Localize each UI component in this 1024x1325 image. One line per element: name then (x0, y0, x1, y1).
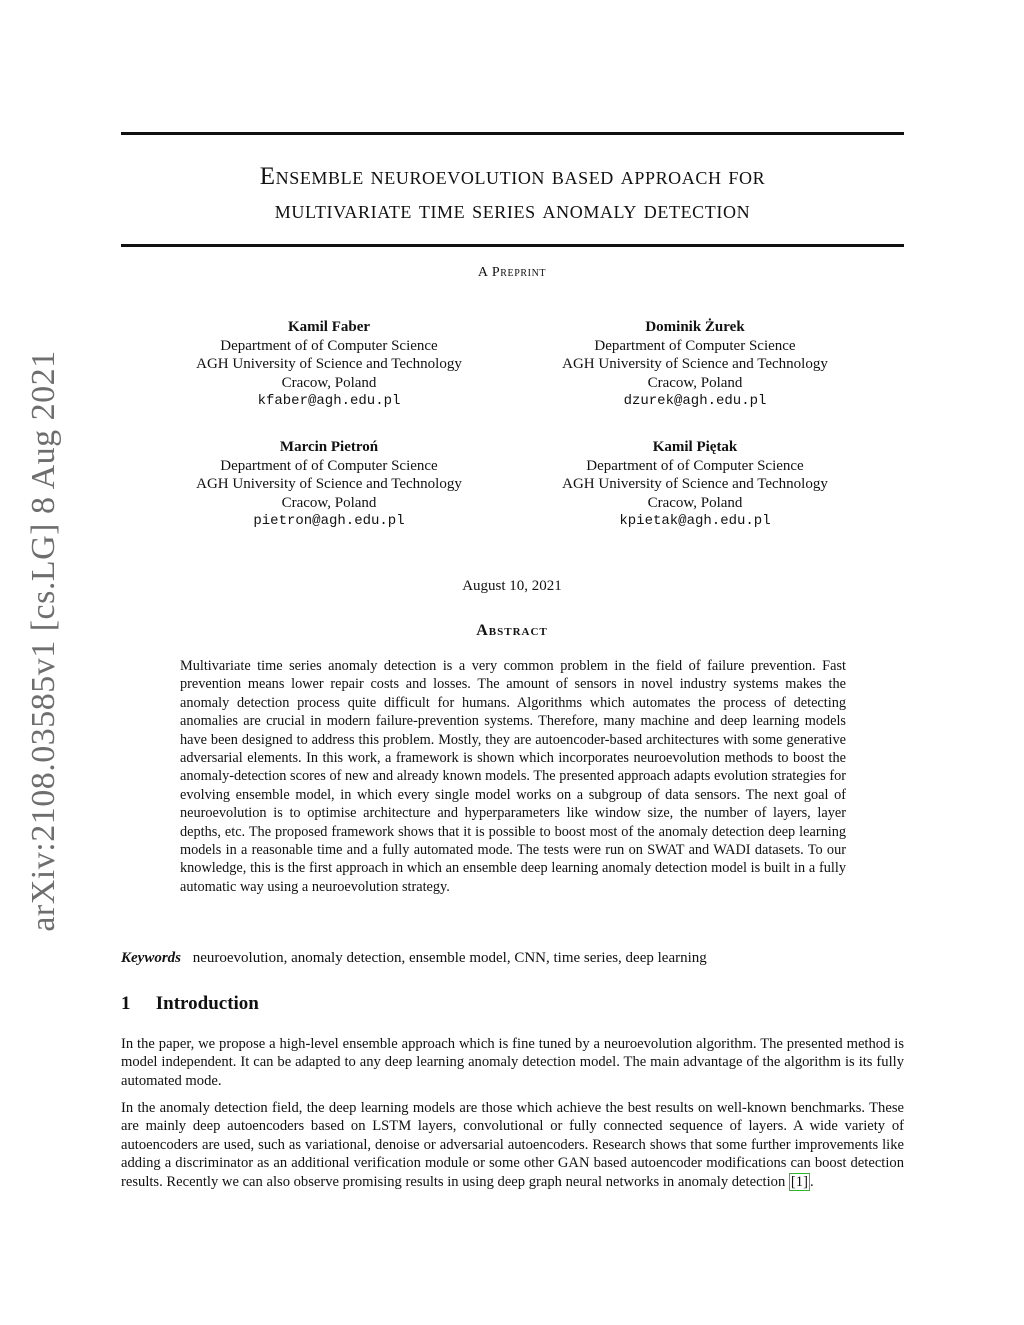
body-paragraph: In the paper, we propose a high-level ensemble approach which is fine tuned by a neuroevolution algorithm. The presented method is model independent. It can be adapted to any deep learning anomaly detection model. The main advantage of the algorithm is its fully automated mode. (121, 1036, 904, 1089)
author-email[interactable]: dzurek@agh.edu.pl (623, 393, 767, 410)
abstract-heading: Abstract (476, 622, 548, 639)
section-heading (121, 993, 259, 1015)
keywords-label: Keywords (121, 950, 181, 966)
title-line-1: Ensemble neuroevolution based approach for (259, 163, 766, 190)
author-block (515, 318, 875, 411)
author-name: Kamil Piętak (652, 439, 738, 455)
author-university: AGH University of Science and Technology (196, 356, 462, 373)
abstract-text: Multivariate time series anomaly detection is a very common problem in the field of failure prevention. Fast prevention means lower repair costs and losses. The amount of sensors in novel industry systems makes the anomaly detection process quite difficult for humans. Algorithms which automates the process of detecting anomalies are crucial in modern failure-prevention systems. Therefore, many machine and deep learning models have been designed to address this problem. Mostly, they are autoencoder-based architectures with some generative adversarial elements. In this work, a framework is shown which incorporates neuroevolution methods to boost the anomaly-detection scores of new and already known models. The presented approach adapts evolution strategies for evolving ensemble model, in which every single model works on a subgroup of data sensors. The next goal of neuroevolution is to optimise architecture and hyperparameters like window size, the number of layers, layer depths, etc. The proposed framework shows that it is possible to boost most of the anomaly detection deep learning models in a reasonable time and a fully automated mode. The tests were run on SWAT and WADI datasets. To our knowledge, this is the first approach in which an ensemble deep learning anomaly detection model is built in a fully automatic way using a neuroevolution strategy. (180, 658, 846, 895)
author-location: Cracow, Poland (281, 494, 377, 511)
author-block (149, 438, 509, 531)
author-email[interactable]: kpietak@agh.edu.pl (619, 513, 771, 530)
author-name: Kamil Faber (287, 319, 371, 335)
section-title: Introduction (155, 993, 259, 1014)
author-university: AGH University of Science and Technology (562, 476, 828, 493)
title-bottom-rule (121, 244, 904, 247)
author-department: Department of Computer Science (594, 337, 796, 354)
author-location: Cracow, Poland (647, 494, 743, 511)
body-paragraph (121, 1099, 904, 1191)
author-department: Department of of Computer Science (586, 457, 804, 474)
author-university: AGH University of Science and Technology (562, 356, 828, 373)
keywords-text: neuroevolution, anomaly detection, ensemble model, CNN, time series, deep learning (192, 950, 707, 966)
citation-link[interactable]: [1] (790, 1173, 808, 1190)
author-location: Cracow, Poland (647, 374, 743, 391)
author-block (149, 318, 509, 411)
author-university: AGH University of Science and Technology (196, 476, 462, 493)
title-top-rule (121, 132, 904, 135)
author-name: Marcin Pietroń (279, 439, 379, 455)
title-line-2: multivariate time series anomaly detection (274, 197, 751, 224)
author-department: Department of of Computer Science (220, 457, 438, 474)
paragraph-text: In the anomaly detection field, the deep learning models are those which achieve the best results on well-known benchmarks. These are mainly deep autoencoders based on LSTM layers, convolutional or fully connected sequence of layers. A wide variety of autoencoders are used, such as variational, denoise or adversarial autoencoders. Research shows that some further improvements like adding a discriminator as an additional verification module or some other GAN based autoencoder modifications can boost detection results. Recently we can also observe promising results in using deep graph neural networks in anomaly detection (121, 1100, 904, 1190)
paper-title (121, 160, 904, 228)
author-email[interactable]: pietron@agh.edu.pl (253, 513, 405, 530)
author-department: Department of of Computer Science (220, 337, 438, 354)
paragraph-end: . (809, 1173, 814, 1190)
author-email[interactable]: kfaber@agh.edu.pl (257, 393, 401, 410)
preprint-label: A Preprint (477, 265, 547, 280)
keywords (121, 950, 904, 967)
arxiv-identifier: arXiv:2108.03585v1 [cs.LG] 8 Aug 2021 (25, 350, 62, 932)
author-location: Cracow, Poland (281, 374, 377, 391)
author-block (515, 438, 875, 531)
publication-date: August 10, 2021 (462, 578, 562, 594)
author-name: Dominik Żurek (645, 319, 745, 335)
section-number: 1 (121, 993, 131, 1014)
